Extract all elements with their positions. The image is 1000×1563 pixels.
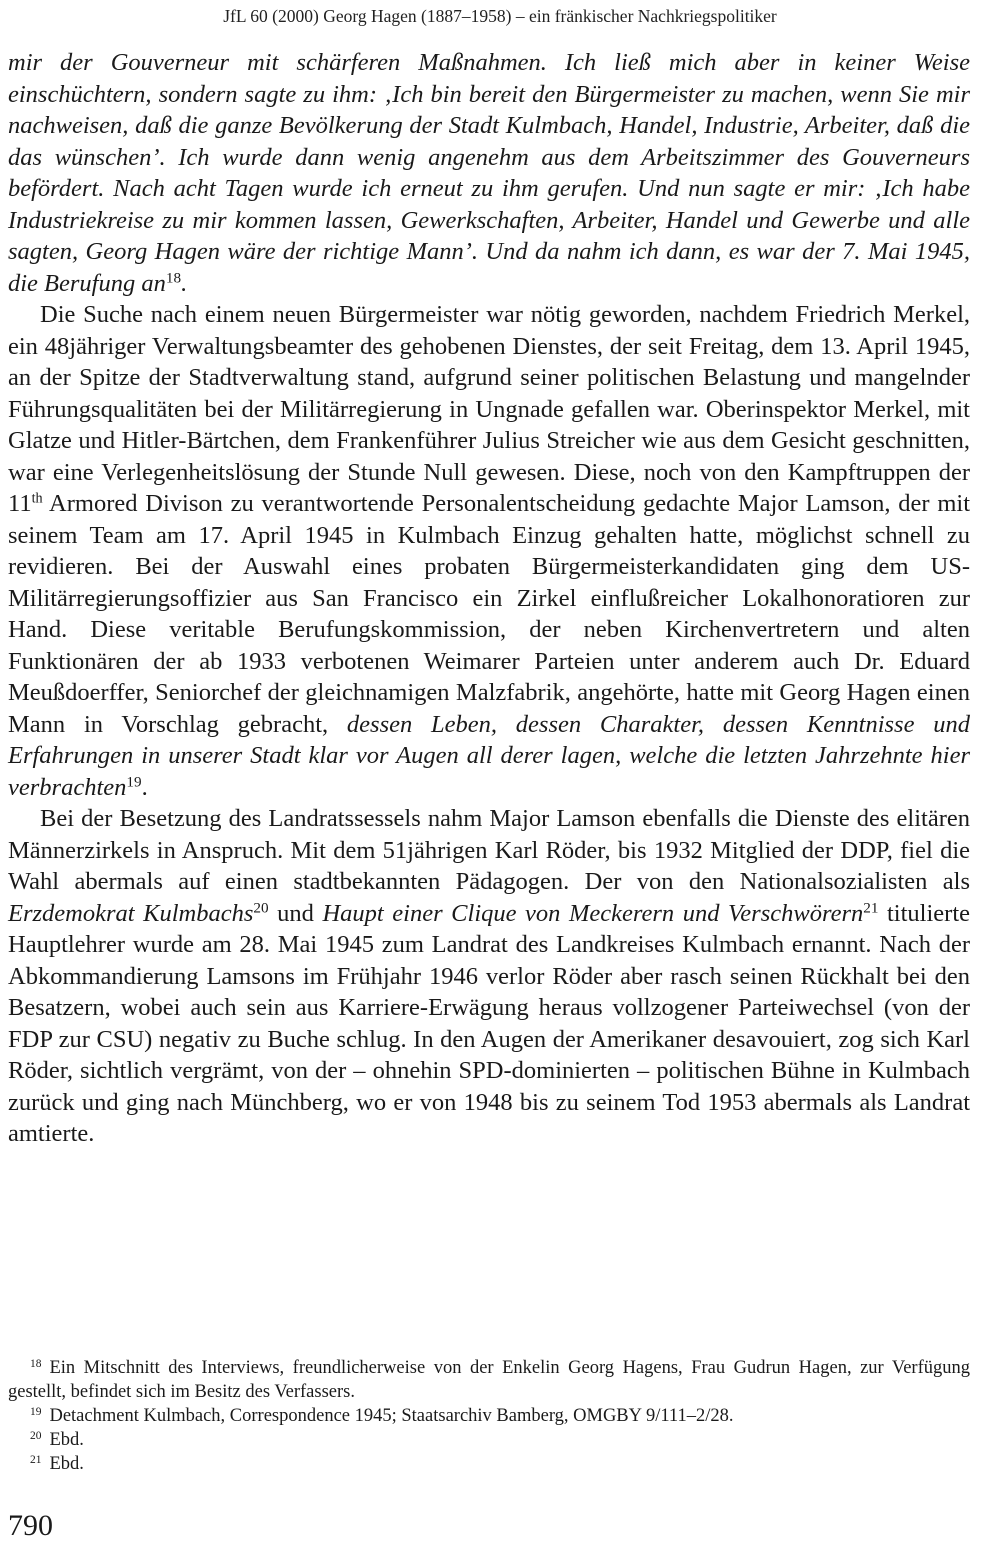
footnote-ref-19: 19 (126, 773, 142, 791)
footnote-text: Ein Mitschnitt des Interviews, freundlicherweise von der Enkelin Georg Hagens, Frau Gudrun Hagen, zur Verfügung gestellt, befindet sich im Besitz des Verfassers. (8, 1358, 970, 1402)
quote-end: . (181, 269, 188, 297)
paragraph-district-administrator (8, 803, 970, 1150)
footnote-ref-18: 18 (165, 269, 182, 287)
footnote (8, 1452, 970, 1476)
quote-text: mir der Gouverneur mit schärferen Maßnahmen. Ich ließ mich aber in keiner Weise einschüchtern, sondern sagte zu ihm: ‚Ich bin bereit den Bürgermeister zu machen, wenn Sie mir nachweisen, daß die ganze Bevölkerung der Stadt Kulmbach, Handel, Industrie, Arbeiter, daß die das wünschen’. Ich wurde dann wenig angenehm aus dem Arbeitszimmer des Gouverneurs befördert. Nach acht Tagen wurde ich erneut zu ihm gerufen. Und nun sagte er mir: ‚Ich habe Industriekreise zu mir kommen lassen, Gewerkschaften, Arbeiter, Handel und Gewerbe und alle sagten, Georg Hagen wäre der richtige Mann’. Und da nahm ich dann, es war der 7. Mai 1945, die Berufung an (8, 49, 970, 297)
paragraph-text: Bei der Besetzung des Landratssessels nahm Major Lamson ebenfalls die Dienste des elitären Männerzirkels in Anspruch. Mit dem 51jährigen Karl Röder, bis 1932 Mitglied der DDP, fiel die Wahl abermals auf einen stadtbekannten Pädagogen. Der von den Nationalsozialisten als (8, 805, 970, 895)
footnote-number: 19 (30, 1406, 42, 1419)
paragraph-mayor-search (8, 299, 970, 803)
running-head: JfL 60 (2000) Georg Hagen (1887–1958) – ein fränkischer Nachkriegspolitiker (223, 6, 777, 26)
footnote (8, 1428, 970, 1452)
main-text (8, 47, 970, 1150)
footnote-text: Ebd. (49, 1454, 84, 1474)
paragraph-end: . (141, 773, 148, 801)
footnote-number: 20 (30, 1430, 42, 1443)
footnote-text: Detachment Kulmbach, Correspondence 1945; Staatsarchiv Bamberg, OMGBY 9/111–2/28. (49, 1406, 734, 1426)
footnote-ref-21: 21 (863, 899, 879, 917)
footnote-number: 18 (30, 1358, 42, 1371)
footnote (8, 1404, 970, 1428)
footnote (8, 1356, 970, 1404)
italic-phrase: Erzdemokrat Kulmbachs (8, 899, 254, 927)
paragraph-text: titulierte Hauptlehrer wurde am 28. Mai 1945 zum Landrat des Landkreises Kulmbach ernannt. Nach der Abkommandierung Lamsons im Frühjahr 1946 verlor Röder aber rasch seinen Rückhalt bei den Besatzern, wobei auch sein aus Karriere-Erwägung heraus vollzogener Parteiwechsel (von der FDP zur CSU) negativ zu Buche schlug. In den Augen der Amerikaner desavouiert, zog sich Karl Röder, sichtlich vergrämt, von der – ohnehin SPD-dominierten – politischen Bühne in Kulmbach zurück und ging nach Münchberg, wo er von 1948 bis zu seinem Tod 1953 abermals als Landrat amtierte. (8, 899, 970, 1147)
italic-phrase: Haupt einer Clique von Meckerern und Verschwörern (322, 899, 864, 927)
ordinal-suffix: th (31, 490, 43, 507)
italic-quote: dessen Leben, dessen Charakter, dessen Kenntnisse und Erfahrungen in unserer Stadt klar vor Augen all derer lagen, welche die letzten Jahrzehnte hier verbrachten (8, 710, 970, 801)
paragraph-text: Armored Divison zu verantwortende Personalentscheidung gedachte Major Lamson, der mit seinem Team am 17. April 1945 in Kulmbach Einzug gehalten hatte, möglichst schnell zu revidieren. Bei der Auswahl eines probaten Bürgermeisterkandidaten ging dem US-Militärregierungsoffizier aus San Francisco ein Zirkel einflußreicher Lokalhonoratioren zur Hand. Diese veritable Berufungskommission, der neben Kirchenvertretern und alten Funktionären der ab 1933 verbotenen Weimarer Parteien unter anderem auch Dr. Eduard Meußdoerffer, Seniorchef der gleichnamigen Malzfabrik, angehörte, hatte mit Georg Hagen einen Mann in Vorschlag gebracht, (8, 490, 970, 738)
footnotes (8, 1356, 970, 1476)
paragraph-text: Die Suche nach einem neuen Bürgermeister war nötig geworden, nachdem Friedrich Merkel, ein 48jähriger Verwaltungsbeamter des gehobenen Dienstes, der seit Freitag, dem 13. April 1945, an der Spitze der Stadtverwaltung stand, aufgrund seiner politischen Belastung und mangelnder Führungsqualitäten bei der Militärregierung in Ungnade gefallen war. Oberinspektor Merkel, mit Glatze und Hitler-Bärtchen, dem Frankenführer Julius Streicher wie aus dem Gesicht geschnitten, war eine Verlegenheitslösung der Stunde Null gewesen. Diese, noch von den Kampftruppen der 11 (8, 301, 970, 517)
footnote-ref-20: 20 (253, 899, 269, 917)
footnote-number: 21 (30, 1454, 42, 1467)
paragraph-text: und (268, 899, 323, 927)
interview-quote-paragraph (8, 47, 970, 299)
page-number: 790 (8, 1509, 53, 1542)
footnote-text: Ebd. (49, 1430, 84, 1450)
